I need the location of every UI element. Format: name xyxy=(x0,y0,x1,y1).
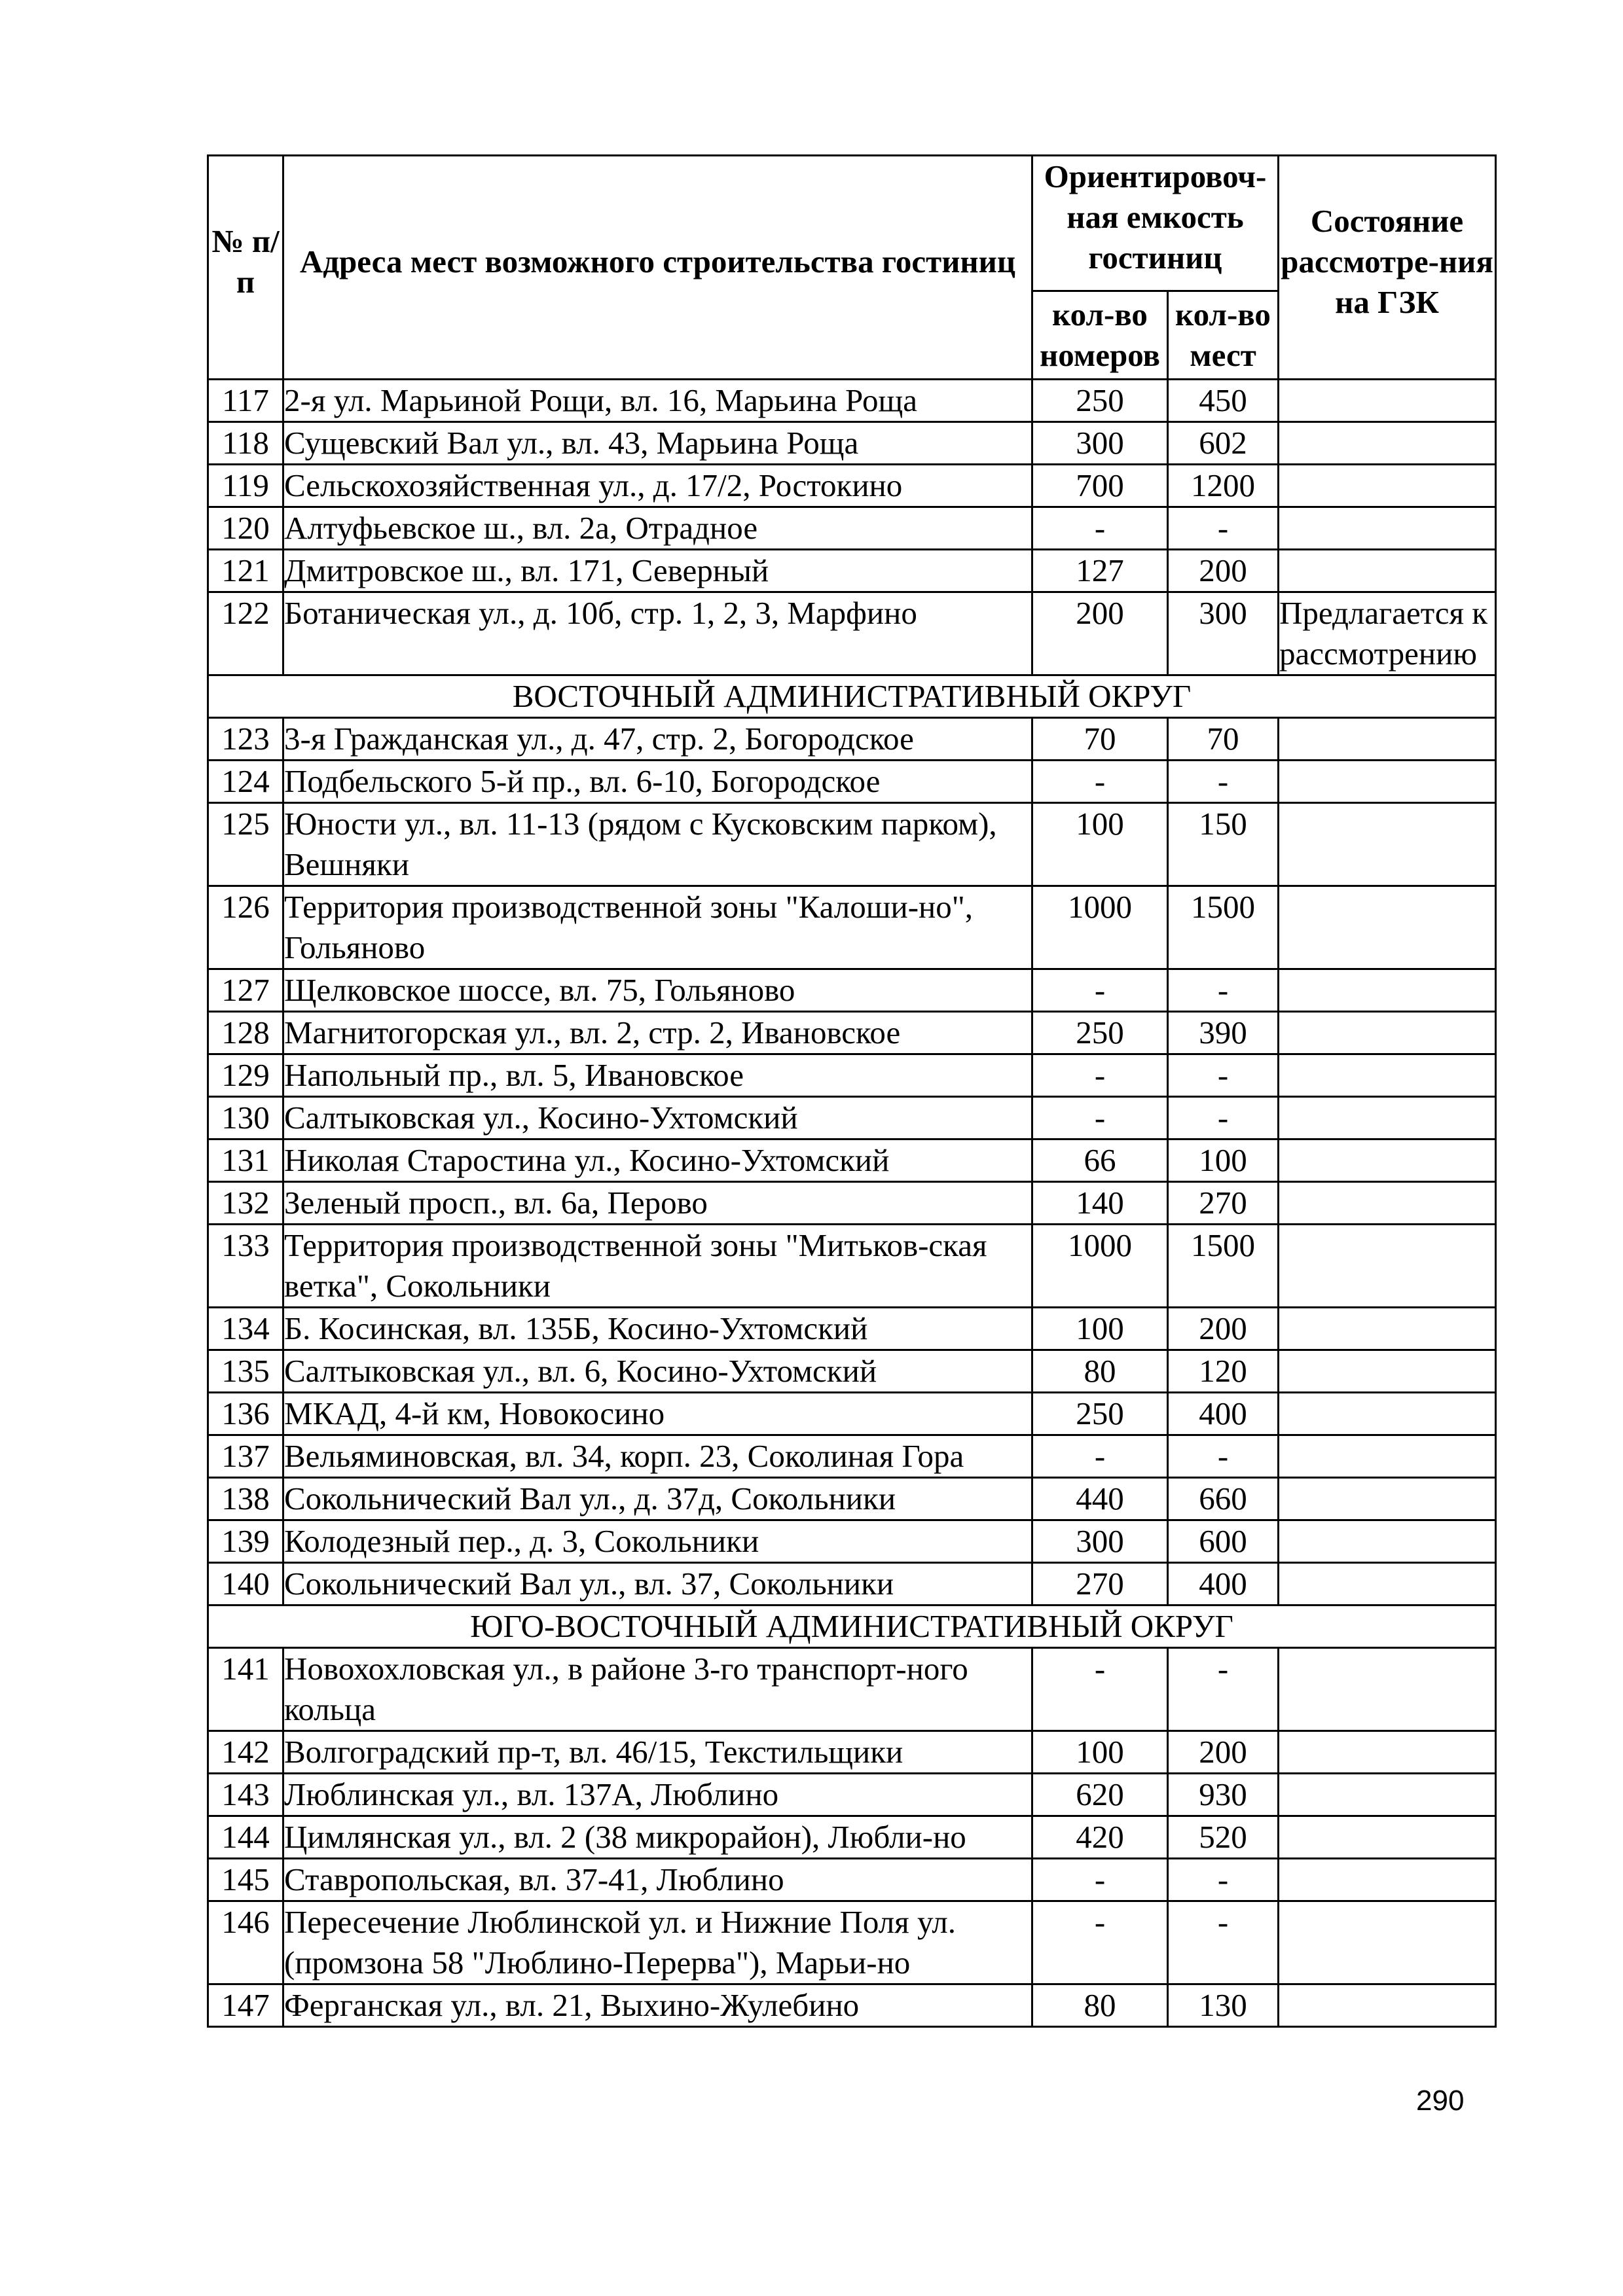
table-row xyxy=(208,1097,1496,1139)
header-rooms: кол-во номеров xyxy=(1032,291,1168,380)
row-address: Пересечение Люблинской ул. и Нижние Поля ул. (промзона 58 "Люблино-Перерва"), Марьи-но xyxy=(283,1901,1032,1984)
table-body xyxy=(208,380,1496,2027)
header-num: № п/п xyxy=(208,156,283,380)
page-number: 290 xyxy=(1416,2085,1465,2117)
header-status: Состояние рассмотре-ния на ГЗК xyxy=(1279,156,1496,380)
row-number: 136 xyxy=(208,1393,283,1435)
row-rooms: 1000 xyxy=(1032,886,1168,969)
row-status xyxy=(1279,969,1496,1012)
row-address: Новохохловская ул., в районе 3-го транспорт-ного кольца xyxy=(283,1648,1032,1731)
row-address: Территория производственной зоны "Калоши-но", Гольяново xyxy=(283,886,1032,969)
row-number: 130 xyxy=(208,1097,283,1139)
row-rooms: - xyxy=(1032,507,1168,550)
table-row xyxy=(208,1012,1496,1054)
row-status xyxy=(1279,1393,1496,1435)
row-number: 140 xyxy=(208,1563,283,1605)
table-row xyxy=(208,1816,1496,1859)
row-places: 200 xyxy=(1168,1308,1279,1350)
row-number: 139 xyxy=(208,1520,283,1563)
row-address: Юности ул., вл. 11-13 (рядом с Кусковским парком), Вешняки xyxy=(283,803,1032,886)
row-address: Напольный пр., вл. 5, Ивановское xyxy=(283,1054,1032,1097)
table-row xyxy=(208,1139,1496,1182)
row-places: 100 xyxy=(1168,1139,1279,1182)
row-status xyxy=(1279,1139,1496,1182)
hotels-table xyxy=(207,154,1497,2028)
row-status xyxy=(1279,1012,1496,1054)
table-row xyxy=(208,1901,1496,1984)
table-row xyxy=(208,380,1496,422)
row-number: 141 xyxy=(208,1648,283,1731)
row-number: 124 xyxy=(208,761,283,803)
row-places: 130 xyxy=(1168,1984,1279,2027)
row-number: 145 xyxy=(208,1859,283,1901)
row-status xyxy=(1279,1435,1496,1478)
row-rooms: - xyxy=(1032,1648,1168,1731)
row-places: 270 xyxy=(1168,1182,1279,1225)
row-number: 121 xyxy=(208,550,283,592)
row-status xyxy=(1279,1182,1496,1225)
header-capacity: Ориентировоч-ная емкость гостиниц xyxy=(1032,156,1279,291)
table-row xyxy=(208,761,1496,803)
row-address: МКАД, 4-й км, Новокосино xyxy=(283,1393,1032,1435)
header-address: Адреса мест возможного строительства гостиниц xyxy=(283,156,1032,380)
row-address: Б. Косинская, вл. 135Б, Косино-Ухтомский xyxy=(283,1308,1032,1350)
row-places: 1200 xyxy=(1168,465,1279,507)
row-number: 147 xyxy=(208,1984,283,2027)
row-address: Алтуфьевское ш., вл. 2а, Отрадное xyxy=(283,507,1032,550)
row-rooms: 200 xyxy=(1032,592,1168,675)
table-row xyxy=(208,465,1496,507)
row-rooms: 620 xyxy=(1032,1774,1168,1816)
row-places: - xyxy=(1168,1097,1279,1139)
table-row xyxy=(208,1478,1496,1520)
table-row xyxy=(208,1435,1496,1478)
row-status xyxy=(1279,507,1496,550)
table-row xyxy=(208,803,1496,886)
table-row xyxy=(208,1350,1496,1393)
row-rooms: 100 xyxy=(1032,803,1168,886)
row-address: Дмитровское ш., вл. 171, Северный xyxy=(283,550,1032,592)
table-row xyxy=(208,718,1496,761)
row-number: 127 xyxy=(208,969,283,1012)
row-status xyxy=(1279,718,1496,761)
row-rooms: 700 xyxy=(1032,465,1168,507)
row-rooms: 80 xyxy=(1032,1350,1168,1393)
row-number: 117 xyxy=(208,380,283,422)
row-address: Люблинская ул., вл. 137А, Люблино xyxy=(283,1774,1032,1816)
row-places: 400 xyxy=(1168,1393,1279,1435)
row-address: Ставропольская, вл. 37-41, Люблино xyxy=(283,1859,1032,1901)
row-places: 200 xyxy=(1168,1731,1279,1774)
row-places: - xyxy=(1168,1901,1279,1984)
row-address: Волгоградский пр-т, вл. 46/15, Текстильщики xyxy=(283,1731,1032,1774)
row-rooms: 440 xyxy=(1032,1478,1168,1520)
row-number: 144 xyxy=(208,1816,283,1859)
table-row xyxy=(208,1182,1496,1225)
row-places: 1500 xyxy=(1168,886,1279,969)
row-address: Ферганская ул., вл. 21, Выхино-Жулебино xyxy=(283,1984,1032,2027)
row-places: 300 xyxy=(1168,592,1279,675)
row-places: - xyxy=(1168,1435,1279,1478)
row-rooms: - xyxy=(1032,1859,1168,1901)
row-address: Сельскохозяйственная ул., д. 17/2, Ростокино xyxy=(283,465,1032,507)
row-rooms: - xyxy=(1032,1054,1168,1097)
row-address: 3-я Гражданская ул., д. 47, стр. 2, Богородское xyxy=(283,718,1032,761)
row-address: Салтыковская ул., вл. 6, Косино-Ухтомский xyxy=(283,1350,1032,1393)
row-rooms: 1000 xyxy=(1032,1225,1168,1308)
row-places: 70 xyxy=(1168,718,1279,761)
row-rooms: 420 xyxy=(1032,1816,1168,1859)
row-address: Цимлянская ул., вл. 2 (38 микрорайон), Любли-но xyxy=(283,1816,1032,1859)
row-places: 120 xyxy=(1168,1350,1279,1393)
row-status xyxy=(1279,465,1496,507)
row-rooms: 100 xyxy=(1032,1308,1168,1350)
row-address: Зеленый просп., вл. 6а, Перово xyxy=(283,1182,1032,1225)
section-row xyxy=(208,675,1496,718)
row-rooms: - xyxy=(1032,969,1168,1012)
row-address: Колодезный пер., д. 3, Сокольники xyxy=(283,1520,1032,1563)
row-number: 135 xyxy=(208,1350,283,1393)
section-row xyxy=(208,1605,1496,1648)
row-status xyxy=(1279,1308,1496,1350)
row-rooms: 300 xyxy=(1032,422,1168,465)
row-address: Подбельского 5-й пр., вл. 6-10, Богородское xyxy=(283,761,1032,803)
row-status xyxy=(1279,1984,1496,2027)
row-status xyxy=(1279,1816,1496,1859)
table-row xyxy=(208,1054,1496,1097)
table-row xyxy=(208,1225,1496,1308)
row-places: 930 xyxy=(1168,1774,1279,1816)
row-status xyxy=(1279,1774,1496,1816)
row-address: Вельяминовская, вл. 34, корп. 23, Соколиная Гора xyxy=(283,1435,1032,1478)
row-status xyxy=(1279,1350,1496,1393)
row-number: 120 xyxy=(208,507,283,550)
row-status xyxy=(1279,1648,1496,1731)
row-status xyxy=(1279,803,1496,886)
row-number: 118 xyxy=(208,422,283,465)
row-rooms: 250 xyxy=(1032,1393,1168,1435)
row-status xyxy=(1279,1054,1496,1097)
row-address: Сокольнический Вал ул., вл. 37, Сокольники xyxy=(283,1563,1032,1605)
row-status: Предлагается к рассмотрению xyxy=(1279,592,1496,675)
row-status xyxy=(1279,1097,1496,1139)
row-status xyxy=(1279,1901,1496,1984)
table-header-row xyxy=(208,156,1496,291)
table-row xyxy=(208,1563,1496,1605)
row-rooms: - xyxy=(1032,1435,1168,1478)
table-row xyxy=(208,1731,1496,1774)
row-status xyxy=(1279,886,1496,969)
row-places: 602 xyxy=(1168,422,1279,465)
row-status xyxy=(1279,1731,1496,1774)
table-row xyxy=(208,1308,1496,1350)
row-places: - xyxy=(1168,761,1279,803)
table-row xyxy=(208,1648,1496,1731)
row-number: 132 xyxy=(208,1182,283,1225)
row-places: 150 xyxy=(1168,803,1279,886)
section-title: ВОСТОЧНЫЙ АДМИНИСТРАТИВНЫЙ ОКРУГ xyxy=(208,675,1496,718)
row-number: 146 xyxy=(208,1901,283,1984)
row-status xyxy=(1279,761,1496,803)
row-rooms: - xyxy=(1032,1901,1168,1984)
row-number: 126 xyxy=(208,886,283,969)
row-address: Щелковское шоссе, вл. 75, Гольяново xyxy=(283,969,1032,1012)
row-places: - xyxy=(1168,1054,1279,1097)
row-status xyxy=(1279,1225,1496,1308)
row-status xyxy=(1279,1859,1496,1901)
row-rooms: 270 xyxy=(1032,1563,1168,1605)
row-address: Сокольнический Вал ул., д. 37д, Сокольники xyxy=(283,1478,1032,1520)
row-rooms: 250 xyxy=(1032,1012,1168,1054)
row-rooms: 100 xyxy=(1032,1731,1168,1774)
row-places: 600 xyxy=(1168,1520,1279,1563)
row-status xyxy=(1279,380,1496,422)
section-title: ЮГО-ВОСТОЧНЫЙ АДМИНИСТРАТИВНЫЙ ОКРУГ xyxy=(208,1605,1496,1648)
row-address: Сущевский Вал ул., вл. 43, Марьина Роща xyxy=(283,422,1032,465)
table-row xyxy=(208,1984,1496,2027)
row-address: Николая Старостина ул., Косино-Ухтомский xyxy=(283,1139,1032,1182)
row-rooms: 80 xyxy=(1032,1984,1168,2027)
table-row xyxy=(208,507,1496,550)
row-places: 660 xyxy=(1168,1478,1279,1520)
row-address: Территория производственной зоны "Митьков-ская ветка", Сокольники xyxy=(283,1225,1032,1308)
row-rooms: 70 xyxy=(1032,718,1168,761)
row-places: 450 xyxy=(1168,380,1279,422)
row-rooms: - xyxy=(1032,1097,1168,1139)
row-number: 125 xyxy=(208,803,283,886)
row-rooms: 66 xyxy=(1032,1139,1168,1182)
row-status xyxy=(1279,1520,1496,1563)
row-places: 520 xyxy=(1168,1816,1279,1859)
row-number: 137 xyxy=(208,1435,283,1478)
row-rooms: 140 xyxy=(1032,1182,1168,1225)
row-status xyxy=(1279,1478,1496,1520)
header-places: кол-во мест xyxy=(1168,291,1279,380)
row-places: - xyxy=(1168,1648,1279,1731)
row-places: - xyxy=(1168,969,1279,1012)
row-number: 119 xyxy=(208,465,283,507)
row-number: 128 xyxy=(208,1012,283,1054)
table-row xyxy=(208,422,1496,465)
row-places: - xyxy=(1168,507,1279,550)
row-number: 123 xyxy=(208,718,283,761)
row-places: 400 xyxy=(1168,1563,1279,1605)
row-places: 200 xyxy=(1168,550,1279,592)
row-number: 129 xyxy=(208,1054,283,1097)
table-row xyxy=(208,1859,1496,1901)
row-places: 1500 xyxy=(1168,1225,1279,1308)
row-places: 390 xyxy=(1168,1012,1279,1054)
table-row xyxy=(208,550,1496,592)
row-number: 133 xyxy=(208,1225,283,1308)
row-address: Магнитогорская ул., вл. 2, стр. 2, Ивановское xyxy=(283,1012,1032,1054)
row-number: 142 xyxy=(208,1731,283,1774)
row-address: Салтыковская ул., Косино-Ухтомский xyxy=(283,1097,1032,1139)
table-row xyxy=(208,1393,1496,1435)
row-address: 2-я ул. Марьиной Рощи, вл. 16, Марьина Роща xyxy=(283,380,1032,422)
row-rooms: 127 xyxy=(1032,550,1168,592)
row-places: - xyxy=(1168,1859,1279,1901)
row-address: Ботаническая ул., д. 10б, стр. 1, 2, 3, Марфино xyxy=(283,592,1032,675)
row-rooms: 300 xyxy=(1032,1520,1168,1563)
row-number: 143 xyxy=(208,1774,283,1816)
table-row xyxy=(208,592,1496,675)
table-row xyxy=(208,886,1496,969)
row-status xyxy=(1279,1563,1496,1605)
row-number: 131 xyxy=(208,1139,283,1182)
table-row xyxy=(208,969,1496,1012)
row-rooms: - xyxy=(1032,761,1168,803)
row-rooms: 250 xyxy=(1032,380,1168,422)
row-number: 138 xyxy=(208,1478,283,1520)
row-status xyxy=(1279,550,1496,592)
row-status xyxy=(1279,422,1496,465)
table-row xyxy=(208,1774,1496,1816)
row-number: 134 xyxy=(208,1308,283,1350)
row-number: 122 xyxy=(208,592,283,675)
table-row xyxy=(208,1520,1496,1563)
